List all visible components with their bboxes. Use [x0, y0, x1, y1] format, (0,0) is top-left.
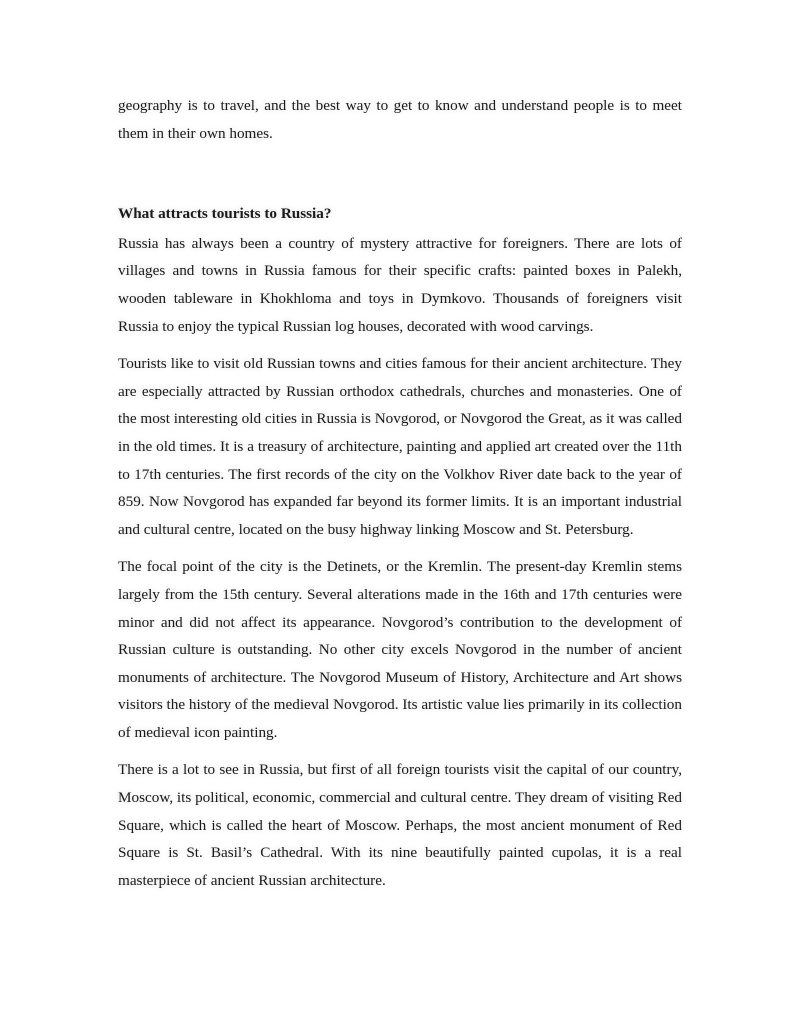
paragraph-crafts: Russia has always been a country of mystery attractive for foreigners. There are lots of villages and towns in Russia famous for their specific crafts: painted boxes in Palekh, wooden tableware in Khokhloma and toys in Dymkovo. Thousands of foreigners visit Russia to enjoy the typical Russian log houses, decorated with wood carvings.	[118, 234, 682, 335]
paragraph-kremlin: The focal point of the city is the Detinets, or the Kremlin. The present-day Kremlin stems largely from the 15th century. Several alterations made in the 16th and 17th centuries were minor and did not affect its appearance. Novgorod’s contribution to the development of Russian culture is outstanding. No other city excels Novgorod in the number of ancient monuments of architecture. The Novgorod Museum of History, Architecture and Art shows visitors the history of the medieval Novgorod. Its artistic value lies primarily in its collection of medieval icon painting.	[118, 558, 682, 741]
document-page	[118, 92, 682, 904]
section-heading: What attracts tourists to Russia?	[118, 205, 332, 223]
paragraph-novgorod: Tourists like to visit old Russian towns and cities famous for their ancient architecture. They are especially attracted by Russian orthodox cathedrals, churches and monasteries. One of the most interesting old cities in Russia is Novgorod, or Novgorod the Great, as it was called in the old times. It is a treasury of architecture, painting and applied art created over the 11th to 17th centuries. The first records of the city on the Volkhov River date back to the year of 859. Now Novgorod has expanded far beyond its former limits. It is an important industrial and cultural centre, located on the busy highway linking Moscow and St. Petersburg.	[118, 355, 682, 538]
paragraph-moscow: There is a lot to see in Russia, but first of all foreign tourists visit the capital of our country, Moscow, its political, economic, commercial and cultural centre. They dream of visiting Red Square, which is called the heart of Moscow. Perhaps, the most ancient monument of Red Square is St. Basil’s Cathedral. With its nine beautifully painted cupolas, it is a real masterpiece of ancient Russian architecture.	[118, 761, 682, 889]
intro-paragraph: geography is to travel, and the best way to get to know and understand people is to meet them in their own homes.	[118, 97, 682, 142]
